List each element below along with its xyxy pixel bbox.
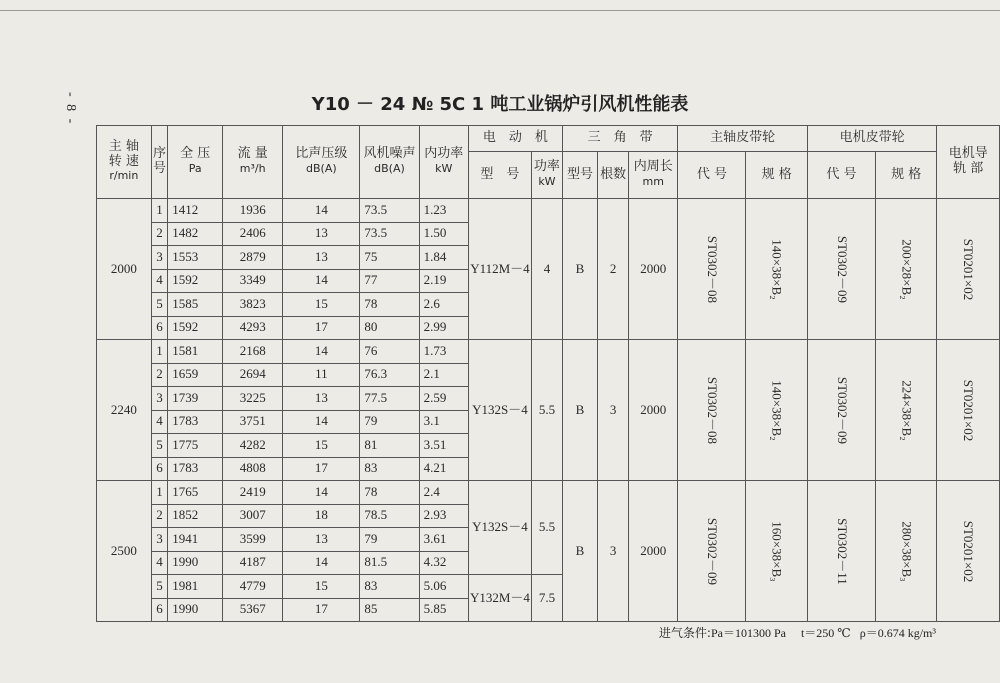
motor-code-cell: ST0302－09 xyxy=(807,199,875,340)
flow-cell: 2694 xyxy=(223,363,283,387)
power-cell: 3.51 xyxy=(419,434,468,458)
pressure-cell: 1941 xyxy=(168,528,223,552)
table-row xyxy=(97,481,1000,505)
belt-length-cell: 2000 xyxy=(629,340,678,481)
seq-cell: 6 xyxy=(151,457,168,481)
header-noise: 风机噪声 dB(A) xyxy=(360,126,419,199)
pressure-cell: 1659 xyxy=(168,363,223,387)
power-cell: 1.84 xyxy=(419,246,468,270)
power-cell: 1.73 xyxy=(419,340,468,364)
noise-cell: 75 xyxy=(360,246,419,270)
header-motor-model: 型 号 xyxy=(468,152,531,199)
flow-cell: 3349 xyxy=(223,269,283,293)
rail-cell: ST0201×02 xyxy=(937,481,1000,622)
pressure-cell: 1765 xyxy=(168,481,223,505)
motor-spec-cell: 200×28×B₂ xyxy=(876,199,937,340)
seq-cell: 6 xyxy=(151,316,168,340)
sound-cell: 11 xyxy=(283,363,360,387)
power-cell: 3.1 xyxy=(419,410,468,434)
belt-count-cell: 3 xyxy=(598,340,629,481)
flow-cell: 2419 xyxy=(223,481,283,505)
header-speed: 主 轴 转 速 r/min xyxy=(97,126,152,199)
pressure-cell: 1592 xyxy=(168,316,223,340)
header-row xyxy=(97,126,1000,152)
seq-cell: 4 xyxy=(151,269,168,293)
sound-cell: 13 xyxy=(283,222,360,246)
pressure-cell: 1783 xyxy=(168,457,223,481)
sound-cell: 14 xyxy=(283,199,360,223)
power-cell: 5.06 xyxy=(419,575,468,599)
main-code-cell: ST0302－08 xyxy=(678,340,746,481)
seq-cell: 3 xyxy=(151,528,168,552)
intake-label: 进气条件: xyxy=(658,626,711,640)
pressure-cell: 1592 xyxy=(168,269,223,293)
belt-count-cell: 2 xyxy=(598,199,629,340)
flow-cell: 2406 xyxy=(223,222,283,246)
motor-power-cell: 5.5 xyxy=(532,481,563,575)
belt-model-cell: B xyxy=(562,481,597,622)
power-cell: 2.99 xyxy=(419,316,468,340)
page-title: Y10 － 24 № 5C 1 吨工业锅炉引风机性能表 xyxy=(311,94,689,115)
header-belt-length: 内周长 mm xyxy=(629,152,678,199)
header-main-spec: 规 格 xyxy=(746,152,807,199)
noise-cell: 78 xyxy=(360,293,419,317)
belt-model-cell: B xyxy=(562,199,597,340)
seq-cell: 2 xyxy=(151,504,168,528)
motor-power-cell: 7.5 xyxy=(532,575,563,622)
flow-cell: 3751 xyxy=(223,410,283,434)
power-cell: 1.50 xyxy=(419,222,468,246)
pressure-cell: 1585 xyxy=(168,293,223,317)
flow-cell: 4293 xyxy=(223,316,283,340)
noise-cell: 83 xyxy=(360,575,419,599)
belt-model-cell: B xyxy=(562,340,597,481)
flow-cell: 1936 xyxy=(223,199,283,223)
header-belt-model: 型号 xyxy=(562,152,597,199)
header-flow: 流 量 m³/h xyxy=(223,126,283,199)
pressure-cell: 1581 xyxy=(168,340,223,364)
page-number: - 8 - xyxy=(63,92,78,126)
speed-cell: 2500 xyxy=(97,481,152,622)
seq-cell: 6 xyxy=(151,598,168,622)
sound-cell: 17 xyxy=(283,598,360,622)
motor-model-cell: Y132S－4 xyxy=(468,481,531,575)
intake-density: ρ＝0.674 kg/m³ xyxy=(859,626,936,640)
noise-cell: 83 xyxy=(360,457,419,481)
seq-cell: 5 xyxy=(151,575,168,599)
motor-model-cell: Y112M－4 xyxy=(468,199,531,340)
intake-temperature: t＝250 ℃ xyxy=(800,626,851,640)
speed-cell: 2240 xyxy=(97,340,152,481)
motor-model-cell: Y132S－4 xyxy=(468,340,531,481)
seq-cell: 5 xyxy=(151,293,168,317)
sound-cell: 17 xyxy=(283,457,360,481)
header-motor-pulley: 电机皮带轮 xyxy=(807,126,937,152)
sound-cell: 13 xyxy=(283,246,360,270)
seq-cell: 4 xyxy=(151,410,168,434)
noise-cell: 79 xyxy=(360,410,419,434)
noise-cell: 78 xyxy=(360,481,419,505)
power-cell: 4.21 xyxy=(419,457,468,481)
noise-cell: 73.5 xyxy=(360,199,419,223)
motor-code-cell: ST0302－11 xyxy=(807,481,875,622)
flow-cell: 3823 xyxy=(223,293,283,317)
main-spec-cell: 160×38×B₃ xyxy=(746,481,807,622)
flow-cell: 5367 xyxy=(223,598,283,622)
header-motor: 电 动 机 xyxy=(468,126,562,152)
flow-cell: 4282 xyxy=(223,434,283,458)
header-belt: 三 角 带 xyxy=(562,126,677,152)
rail-cell: ST0201×02 xyxy=(937,340,1000,481)
flow-cell: 3599 xyxy=(223,528,283,552)
power-cell: 2.93 xyxy=(419,504,468,528)
pressure-cell: 1981 xyxy=(168,575,223,599)
flow-cell: 3007 xyxy=(223,504,283,528)
main-code-cell: ST0302－08 xyxy=(678,199,746,340)
pressure-cell: 1852 xyxy=(168,504,223,528)
header-main-pulley: 主轴皮带轮 xyxy=(678,126,808,152)
intake-pressure: Pa＝101300 Pa xyxy=(710,626,786,640)
noise-cell: 80 xyxy=(360,316,419,340)
performance-table xyxy=(96,125,1000,622)
header-motor-power: 功率 kW xyxy=(532,152,563,199)
header-sound-level: 比声压级 dB(A) xyxy=(283,126,360,199)
power-cell: 2.19 xyxy=(419,269,468,293)
sound-cell: 13 xyxy=(283,528,360,552)
sound-cell: 15 xyxy=(283,575,360,599)
power-cell: 2.1 xyxy=(419,363,468,387)
motor-model-cell: Y132M－4 xyxy=(468,575,531,622)
rail-cell: ST0201×02 xyxy=(937,199,1000,340)
motor-spec-cell: 224×38×B₂ xyxy=(876,340,937,481)
pressure-cell: 1482 xyxy=(168,222,223,246)
pressure-cell: 1990 xyxy=(168,598,223,622)
pressure-cell: 1739 xyxy=(168,387,223,411)
header-motor-code: 代 号 xyxy=(807,152,875,199)
sound-cell: 15 xyxy=(283,434,360,458)
noise-cell: 78.5 xyxy=(360,504,419,528)
header-belt-count: 根数 xyxy=(598,152,629,199)
seq-cell: 1 xyxy=(151,481,168,505)
pressure-cell: 1553 xyxy=(168,246,223,270)
sound-cell: 13 xyxy=(283,387,360,411)
belt-length-cell: 2000 xyxy=(629,199,678,340)
seq-cell: 2 xyxy=(151,363,168,387)
power-cell: 2.59 xyxy=(419,387,468,411)
sound-cell: 14 xyxy=(283,269,360,293)
header-seq: 序 号 xyxy=(151,126,168,199)
main-spec-cell: 140×38×B₂ xyxy=(746,340,807,481)
power-cell: 4.32 xyxy=(419,551,468,575)
belt-length-cell: 2000 xyxy=(629,481,678,622)
main-code-cell: ST0302－09 xyxy=(678,481,746,622)
flow-cell: 3225 xyxy=(223,387,283,411)
pressure-cell: 1990 xyxy=(168,551,223,575)
table-row xyxy=(97,199,1000,223)
speed-cell: 2000 xyxy=(97,199,152,340)
power-cell: 2.6 xyxy=(419,293,468,317)
seq-cell: 5 xyxy=(151,434,168,458)
noise-cell: 76.3 xyxy=(360,363,419,387)
seq-cell: 4 xyxy=(151,551,168,575)
sound-cell: 17 xyxy=(283,316,360,340)
main-spec-cell: 140×38×B₂ xyxy=(746,199,807,340)
header-main-code: 代 号 xyxy=(678,152,746,199)
motor-power-cell: 4 xyxy=(532,199,563,340)
noise-cell: 81.5 xyxy=(360,551,419,575)
belt-count-cell: 3 xyxy=(598,481,629,622)
sound-cell: 14 xyxy=(283,410,360,434)
seq-cell: 3 xyxy=(151,246,168,270)
scan-edge-line xyxy=(0,10,1000,11)
motor-power-cell: 5.5 xyxy=(532,340,563,481)
seq-cell: 2 xyxy=(151,222,168,246)
power-cell: 2.4 xyxy=(419,481,468,505)
intake-conditions xyxy=(659,624,936,641)
noise-cell: 77 xyxy=(360,269,419,293)
noise-cell: 77.5 xyxy=(360,387,419,411)
power-cell: 1.23 xyxy=(419,199,468,223)
header-pressure: 全 压 Pa xyxy=(168,126,223,199)
header-rail: 电机导 轨 部 xyxy=(937,126,1000,199)
motor-code-cell: ST0302－09 xyxy=(807,340,875,481)
flow-cell: 2879 xyxy=(223,246,283,270)
header-motor-spec: 规 格 xyxy=(876,152,937,199)
flow-cell: 4187 xyxy=(223,551,283,575)
header-power: 内功率 kW xyxy=(419,126,468,199)
pressure-cell: 1783 xyxy=(168,410,223,434)
flow-cell: 4808 xyxy=(223,457,283,481)
pressure-cell: 1775 xyxy=(168,434,223,458)
sound-cell: 18 xyxy=(283,504,360,528)
sound-cell: 14 xyxy=(283,481,360,505)
noise-cell: 76 xyxy=(360,340,419,364)
noise-cell: 85 xyxy=(360,598,419,622)
power-cell: 3.61 xyxy=(419,528,468,552)
seq-cell: 1 xyxy=(151,340,168,364)
pressure-cell: 1412 xyxy=(168,199,223,223)
motor-spec-cell: 280×38×B₃ xyxy=(876,481,937,622)
sound-cell: 15 xyxy=(283,293,360,317)
seq-cell: 1 xyxy=(151,199,168,223)
sound-cell: 14 xyxy=(283,551,360,575)
noise-cell: 81 xyxy=(360,434,419,458)
noise-cell: 79 xyxy=(360,528,419,552)
power-cell: 5.85 xyxy=(419,598,468,622)
table-row xyxy=(97,340,1000,364)
flow-cell: 2168 xyxy=(223,340,283,364)
noise-cell: 73.5 xyxy=(360,222,419,246)
flow-cell: 4779 xyxy=(223,575,283,599)
seq-cell: 3 xyxy=(151,387,168,411)
sound-cell: 14 xyxy=(283,340,360,364)
